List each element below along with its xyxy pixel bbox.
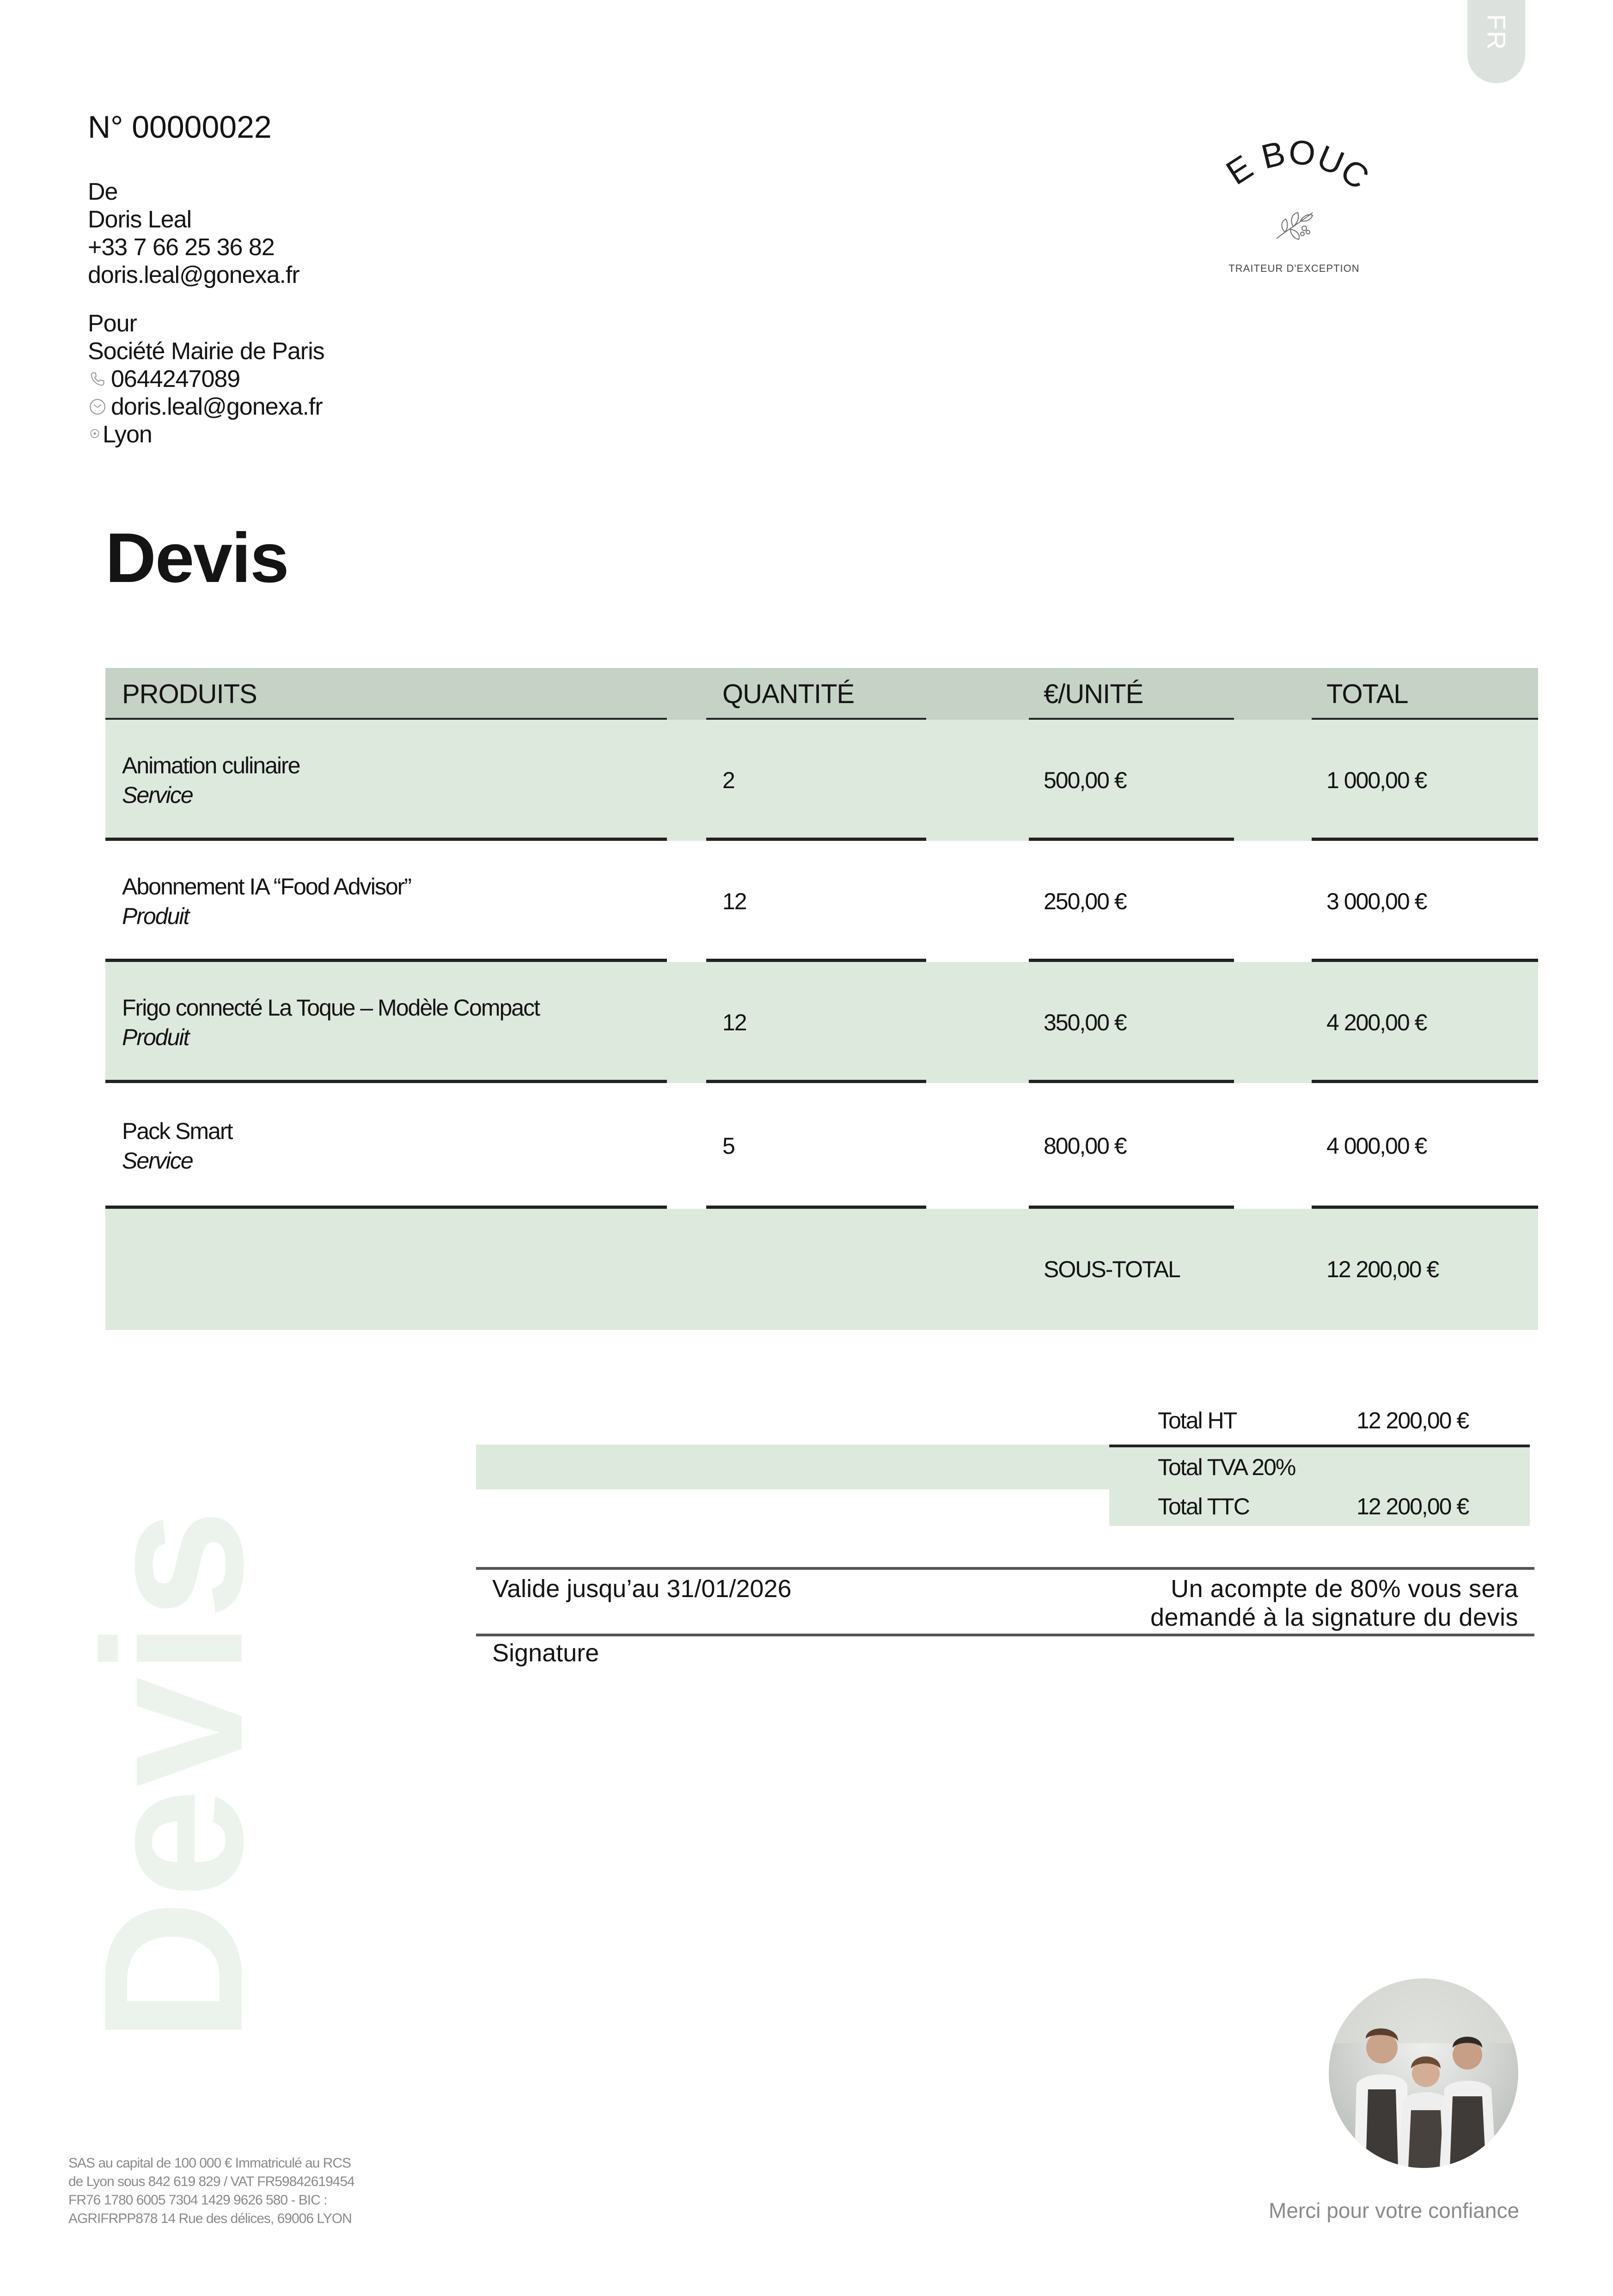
recipient-label: Pour — [88, 310, 137, 337]
product-type: Service — [122, 782, 193, 808]
recipient-phone-line — [88, 365, 324, 393]
language-tab[interactable] — [1467, 0, 1525, 83]
table-row — [105, 962, 1538, 1083]
team-photo — [1329, 1978, 1518, 2168]
recipient-city-line — [88, 421, 324, 448]
total-ttc-row — [1109, 1487, 1530, 1526]
validity-text: Valide jusqu’au 31/01/2026 — [492, 1575, 792, 1603]
total-ttc-label: Total TTC — [1158, 1493, 1249, 1519]
recipient-city: Lyon — [103, 421, 152, 448]
legal-line: SAS au capital de 100 000 € Immatriculé au RCS — [68, 2155, 351, 2171]
subtotal-label: SOUS-TOTAL — [1044, 1256, 1180, 1282]
terms-block — [476, 1567, 1534, 1636]
watermark: Devis — [62, 1508, 284, 2043]
unit-price-cell: 250,00 € — [1044, 888, 1126, 914]
deposit-text — [1150, 1574, 1518, 1632]
legal-mentions — [68, 2154, 447, 2228]
table-row — [105, 1083, 1538, 1209]
legal-line: AGRIFRPP878 14 Rue des délices, 69006 LYON — [68, 2211, 352, 2226]
recipient-email: doris.leal@gonexa.fr — [111, 393, 323, 420]
total-ht-row — [1109, 1401, 1530, 1440]
recipient-name: Société Mairie de Paris — [88, 338, 324, 365]
sender-email: doris.leal@gonexa.fr — [88, 262, 299, 288]
unit-price-cell: 350,00 € — [1044, 1010, 1126, 1035]
unit-price-cell: 800,00 € — [1044, 1133, 1126, 1159]
page-title: Devis — [105, 519, 288, 597]
deposit-line: Un acompte de 80% vous sera — [1171, 1575, 1518, 1603]
sender-label: De — [88, 178, 118, 205]
company-logo — [1216, 125, 1373, 287]
deposit-line: demandé à la signature du devis — [1150, 1604, 1518, 1631]
recipient-block — [88, 310, 324, 448]
language-tab-label: FR — [1482, 14, 1511, 51]
logo-tagline: TRAITEUR D'EXCEPTION — [1228, 263, 1360, 274]
location-icon — [88, 425, 102, 444]
table-row — [105, 841, 1538, 962]
legal-line: FR76 1780 6005 7304 1429 9626 580 - BIC : — [68, 2192, 327, 2208]
logo-name: E BOUC — [1219, 132, 1373, 197]
subtotal-value: 12 200,00 € — [1326, 1256, 1439, 1282]
table-header — [105, 668, 1538, 720]
legal-line: de Lyon sous 842 619 829 / VAT FR59842619454 — [68, 2174, 354, 2189]
product-cell — [122, 1083, 232, 1209]
total-cell: 4 200,00 € — [1326, 1010, 1427, 1035]
mail-icon — [88, 397, 107, 416]
product-cell — [122, 841, 411, 962]
recipient-email-line — [88, 393, 324, 421]
subtotal-row — [105, 1209, 1538, 1330]
product-type: Produit — [122, 1024, 189, 1050]
total-cell: 1 000,00 € — [1326, 767, 1427, 793]
total-ht-label: Total HT — [1158, 1407, 1237, 1433]
sender-phone: +33 7 66 25 36 82 — [88, 234, 275, 261]
product-name: Abonnement IA “Food Advisor” — [122, 874, 411, 900]
product-cell — [122, 962, 539, 1083]
recipient-phone: 0644247089 — [111, 366, 240, 392]
sender-block — [88, 178, 299, 289]
product-name: Frigo connecté La Toque – Modèle Compact — [122, 995, 540, 1021]
unit-price-cell: 500,00 € — [1044, 767, 1126, 793]
total-cell: 4 000,00 € — [1326, 1133, 1427, 1159]
total-tva-row — [1109, 1445, 1530, 1489]
column-header-quantity: QUANTITÉ — [722, 679, 855, 709]
total-cell: 3 000,00 € — [1326, 888, 1427, 914]
document-number: N° 00000022 — [88, 110, 272, 145]
column-header-products: PRODUITS — [122, 679, 257, 709]
product-name: Animation culinaire — [122, 753, 300, 778]
items-table — [105, 668, 1538, 1330]
total-ht-value: 12 200,00 € — [1356, 1407, 1469, 1433]
product-cell — [122, 720, 299, 841]
quantity-cell: 12 — [722, 1010, 746, 1035]
quantity-cell: 12 — [722, 888, 746, 914]
phone-icon — [88, 369, 107, 389]
signature-label: Signature — [492, 1639, 599, 1667]
quantity-cell: 2 — [722, 767, 734, 793]
sender-name: Doris Leal — [88, 206, 192, 233]
svg-text:FINE BOUCHE — [1216, 125, 1373, 197]
table-row — [105, 720, 1538, 841]
leaf-illustration — [1277, 213, 1313, 239]
column-header-total: TOTAL — [1326, 679, 1408, 709]
product-name: Pack Smart — [122, 1118, 232, 1144]
product-type: Service — [122, 1148, 193, 1174]
tva-band — [476, 1445, 1109, 1489]
product-type: Produit — [122, 903, 189, 929]
total-tva-label: Total TVA 20% — [1158, 1454, 1295, 1480]
column-header-unit-price: €/UNITÉ — [1044, 679, 1143, 709]
quantity-cell: 5 — [722, 1133, 734, 1159]
total-ttc-value: 12 200,00 € — [1356, 1493, 1469, 1519]
thanks-message: Merci pour votre confiance — [1269, 2198, 1520, 2223]
